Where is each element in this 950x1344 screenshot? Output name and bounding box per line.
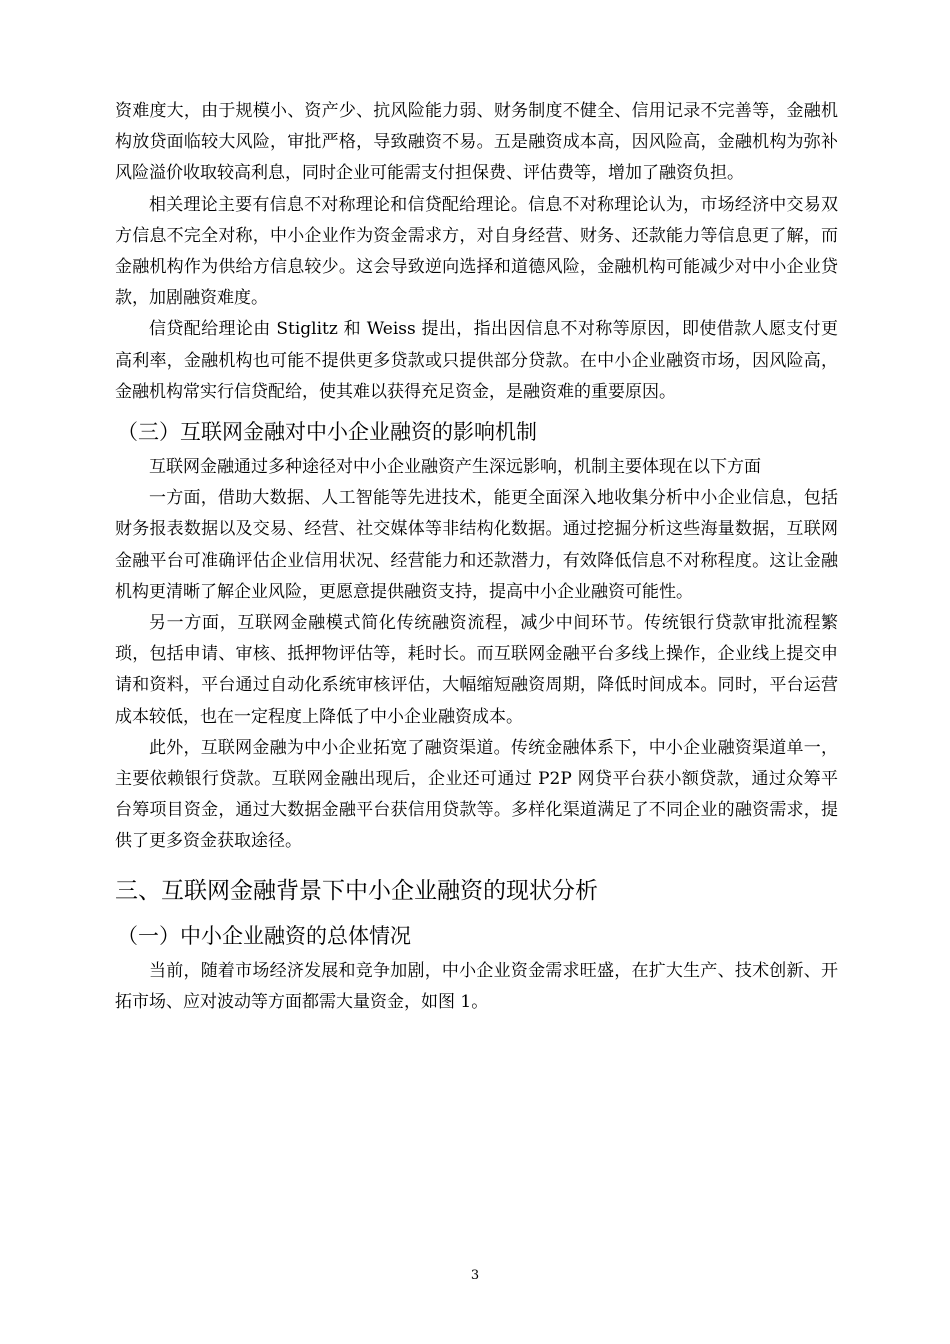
section-heading-3-3: （三）互联网金融对中小企业融资的影响机制 [117,420,537,445]
body-paragraph-2: 相关理论主要有信息不对称理论和信贷配给理论。信息不对称理论认为，市场经济中交易双方信息不完全对称，中小企业作为资金需求方，对自身经营、财务、还款能力等信息更了解，而金融机构作为供给方信息较少。这会导致逆向选择和道德风险，金融机构可能减少对中小企业贷款，加剧融资难度。 [115,194,838,309]
body-paragraph-1: 资难度大，由于规模小、资产少、抗风险能力弱、财务制度不健全、信用记录不完善等，金融机构放贷面临较大风险，审批严格，导致融资不易。五是融资成本高，因风险高，金融机构为弥补风险溢价收取较高利息，同时企业可能需支付担保费、评估费等，增加了融资负担。 [115,101,838,184]
page-number: 3 [470,1268,480,1283]
body-paragraph-3: 信贷配给理论由 Stiglitz 和 Weiss 提出，指出因信息不对称等原因，即使借款人愿支付更高利率，金融机构也可能不提供更多贷款或只提供部分贷款。在中小企业融资市场，因风险高，金融机构常实行信贷配给，使其难以获得充足资金，是融资难的重要原因。 [115,319,838,402]
document-page [115,96,838,1018]
body-paragraph-6: 另一方面，互联网金融模式简化传统融资流程，减少中间环节。传统银行贷款审批流程繁琐，包括申请、审核、抵押物评估等，耗时长。而互联网金融平台多线上操作，企业线上提交申请和资料，平台通过自动化系统审核评估，大幅缩短融资周期，降低时间成本。同时，平台运营成本较低，也在一定程度上降低了中小企业融资成本。 [115,613,838,727]
body-paragraph-7: 此外，互联网金融为中小企业拓宽了融资渠道。传统金融体系下，中小企业融资渠道单一，主要依赖银行贷款。互联网金融出现后，企业还可通过 P2P 网贷平台获小额贷款，通过众筹平台筹项目资金，通过大数据金融平台获信用贷款等。多样化渠道满足了不同企业的融资需求，提供了更多资金获取途径。 [115,737,838,852]
body-paragraph-5: 一方面，借助大数据、人工智能等先进技术，能更全面深入地收集分析中小企业信息，包括财务报表数据以及交易、经营、社交媒体等非结构化数据。通过挖掘分析这些海量数据，互联网金融平台可准确评估企业信用状况、经营能力和还款潜力，有效降低信息不对称程度。这让金融机构更清晰了解企业风险，更愿意提供融资支持，提高中小企业融资可能性。 [115,488,838,602]
body-paragraph-4: 互联网金融通过多种途径对中小企业融资产生深远影响，机制主要体现在以下方面 [149,457,761,478]
body-paragraph-8: 当前，随着市场经济发展和竞争加剧，中小企业资金需求旺盛，在扩大生产、技术创新、开拓市场、应对波动等方面都需大量资金，如图 1。 [115,960,838,1012]
chapter-heading-3: 三、互联网金融背景下中小企业融资的现状分析 [115,877,598,904]
section-heading-3-1: （一）中小企业融资的总体情况 [117,923,411,948]
